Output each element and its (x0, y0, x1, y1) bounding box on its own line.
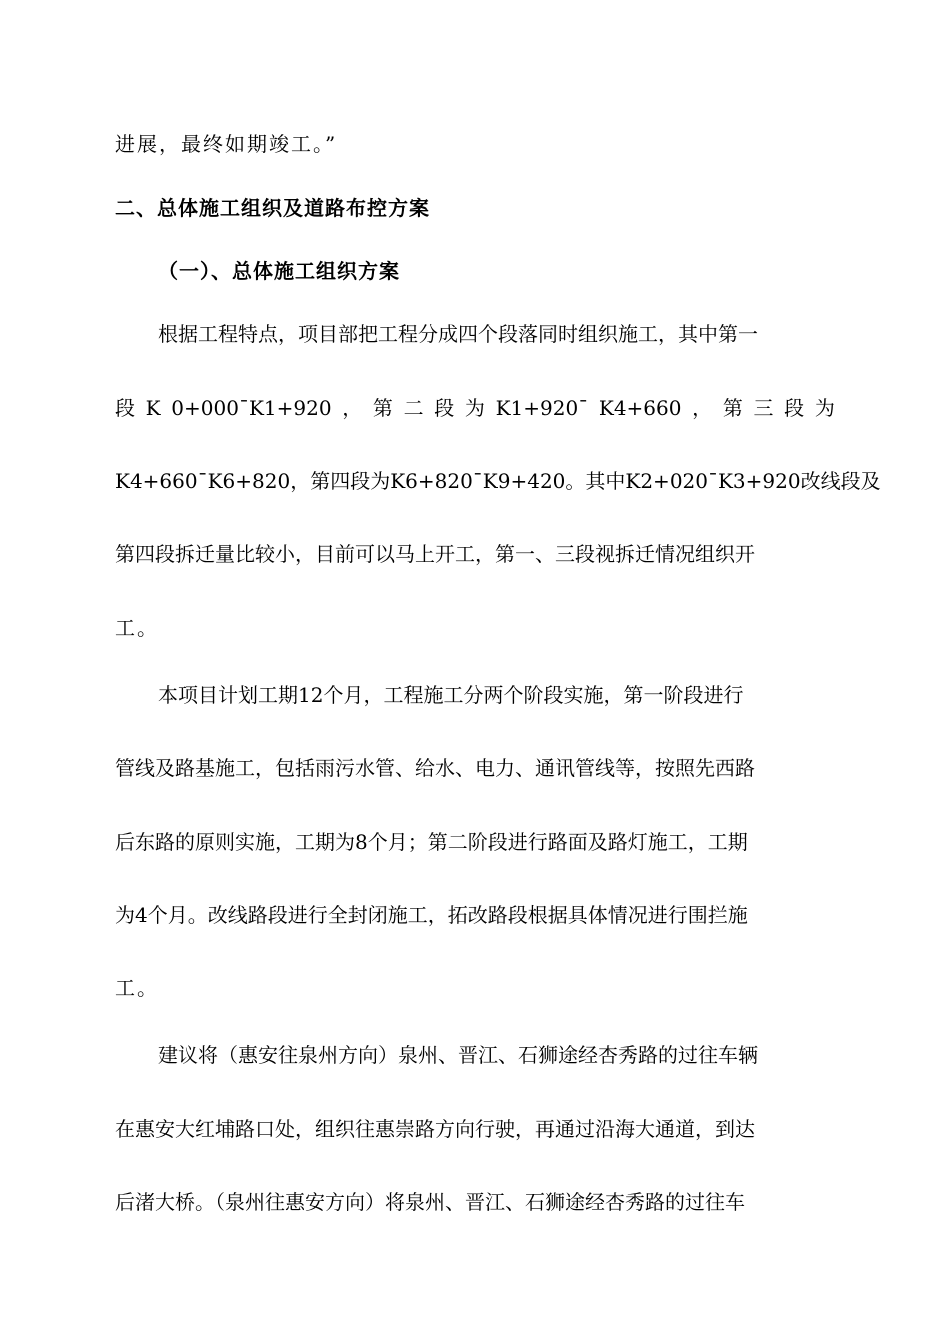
text-token: 0+000¯K1+920 (171, 396, 332, 420)
text-token: 二 (403, 396, 424, 420)
paragraph-line: 根据工程特点，项目部把工程分成四个段落同时组织施工，其中第一 (158, 322, 758, 346)
paragraph-line: 本项目计划工期12个月，工程施工分两个阶段实施，第一阶段进行 (158, 683, 744, 707)
text-token: K (145, 396, 161, 420)
paragraph-line: 工。 (115, 616, 159, 640)
text-token: ， (342, 396, 363, 420)
text-token: 段 (115, 396, 135, 420)
text-token: 第 (372, 396, 393, 420)
paragraph-line: 在惠安大红埔路口处，组织往惠崇路方向行驶，再通过沿海大通道，到达 (115, 1117, 755, 1141)
text-token: ， (692, 396, 713, 420)
paragraph-line-justified (115, 394, 835, 422)
paragraph-line: 后东路的原则实施，工期为8个月；第二阶段进行路面及路灯施工，工期 (115, 830, 748, 854)
paragraph-line: 工。 (115, 976, 159, 1000)
paragraph-line: K4+660¯K6+820，第四段为K6+820¯K9+420。其中K2+020¯K3+920改线段及 (115, 469, 881, 493)
paragraph-line: 为4个月。改线路段进行全封闭施工，拓改路段根据具体情况进行围拦施 (115, 903, 748, 927)
paragraph-line: 建议将（惠安往泉州方向）泉州、晋江、石狮途经杏秀路的过往车辆 (158, 1043, 758, 1067)
text-token: K4+660 (598, 396, 682, 420)
text-token: 为 (814, 396, 835, 420)
text-token: 第 (722, 396, 743, 420)
paragraph-line: 后渚大桥。（泉州往惠安方向）将泉州、晋江、石狮途经杏秀路的过往车 (115, 1190, 745, 1214)
text-token: 为 (464, 396, 485, 420)
text-token: K1+920¯ (495, 396, 589, 420)
subsection-heading: （一）、总体施工组织方案 (158, 259, 400, 283)
text-token: 段 (434, 396, 455, 420)
text-token: 段 (784, 396, 805, 420)
section-heading: 二、总体施工组织及道路布控方案 (115, 196, 430, 220)
text-token: 三 (753, 396, 774, 420)
paragraph-line: 第四段拆迁量比较小，目前可以马上开工，第一、三段视拆迁情况组织开 (115, 542, 755, 566)
paragraph-line: 管线及路基施工，包括雨污水管、给水、电力、通讯管线等，按照先西路 (115, 756, 755, 780)
paragraph-line: 进展，最终如期竣工。” (115, 132, 338, 156)
